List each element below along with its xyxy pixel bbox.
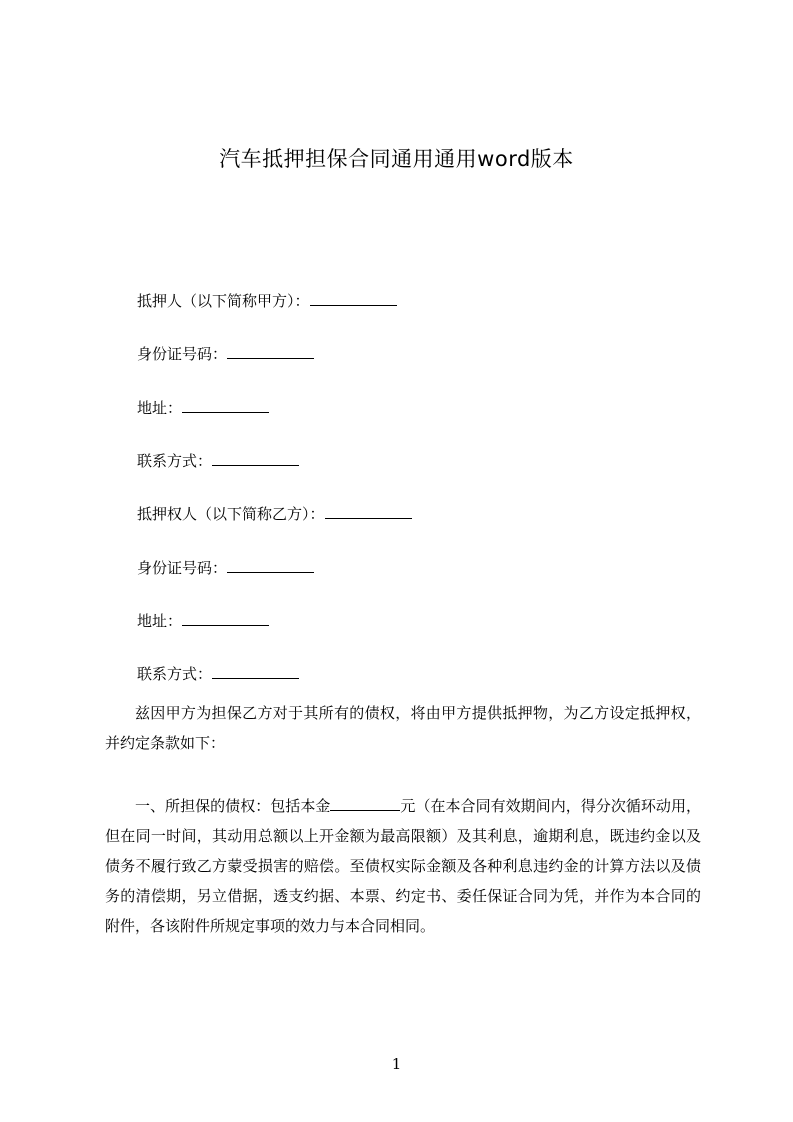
party-a-name-field [137, 291, 397, 311]
party-b-address-blank [182, 611, 269, 626]
party-b-contact-blank [212, 664, 299, 679]
party-a-contact-field [137, 451, 299, 471]
principal-amount-blank [330, 796, 400, 811]
party-a-id-blank [227, 344, 314, 359]
party-a-contact-label: 联系方式： [137, 452, 213, 470]
document-title: 汽车抵押担保合同通用通用word版本 [219, 147, 574, 171]
page-number: 1 [391, 1055, 402, 1073]
intro-paragraph: 兹因甲方为担保乙方对于其所有的债权，将由甲方提供抵押物，为乙方设定抵押权，并约定条款如下： [105, 704, 701, 752]
party-a-name-blank [310, 291, 397, 306]
clause-1-text-start: 一、所担保的债权：包括本金 [135, 797, 331, 815]
party-a-id-field [137, 344, 314, 364]
party-a-address-field [137, 398, 269, 418]
party-a-name-label: 抵押人（以下简称甲方）： [137, 292, 310, 310]
party-a-address-blank [182, 398, 269, 413]
party-b-id-blank [227, 558, 314, 573]
party-b-name-blank [325, 504, 412, 519]
party-b-address-field [137, 611, 269, 631]
party-b-name-label: 抵押权人（以下简称乙方）： [137, 505, 325, 523]
clause-1-paragraph [105, 791, 701, 941]
party-b-id-field [137, 558, 314, 578]
clause-1-text-rest: 元（在本合同有效期间内，得分次循环动用，但在同一时间，其动用总额以上开金额为最高限额）及其利息，逾期利息，既违约金以及债务不履行致乙方蒙受损害的赔偿。至债权实际金额及各种利息违约金的计算方法以及债务的清偿期，另立借据，透支约据、本票、约定书、委任保证合同为凭，并作为本合同的附件，各该附件所规定事项的效力与本合同相同。 [105, 797, 701, 935]
party-a-contact-blank [212, 451, 299, 466]
party-b-contact-field [137, 664, 299, 684]
party-b-contact-label: 联系方式： [137, 665, 213, 683]
party-b-id-label: 身份证号码： [137, 559, 228, 577]
party-b-name-field [137, 504, 412, 524]
party-a-address-label: 地址： [137, 399, 183, 417]
party-b-address-label: 地址： [137, 612, 183, 630]
party-a-id-label: 身份证号码： [137, 345, 228, 363]
